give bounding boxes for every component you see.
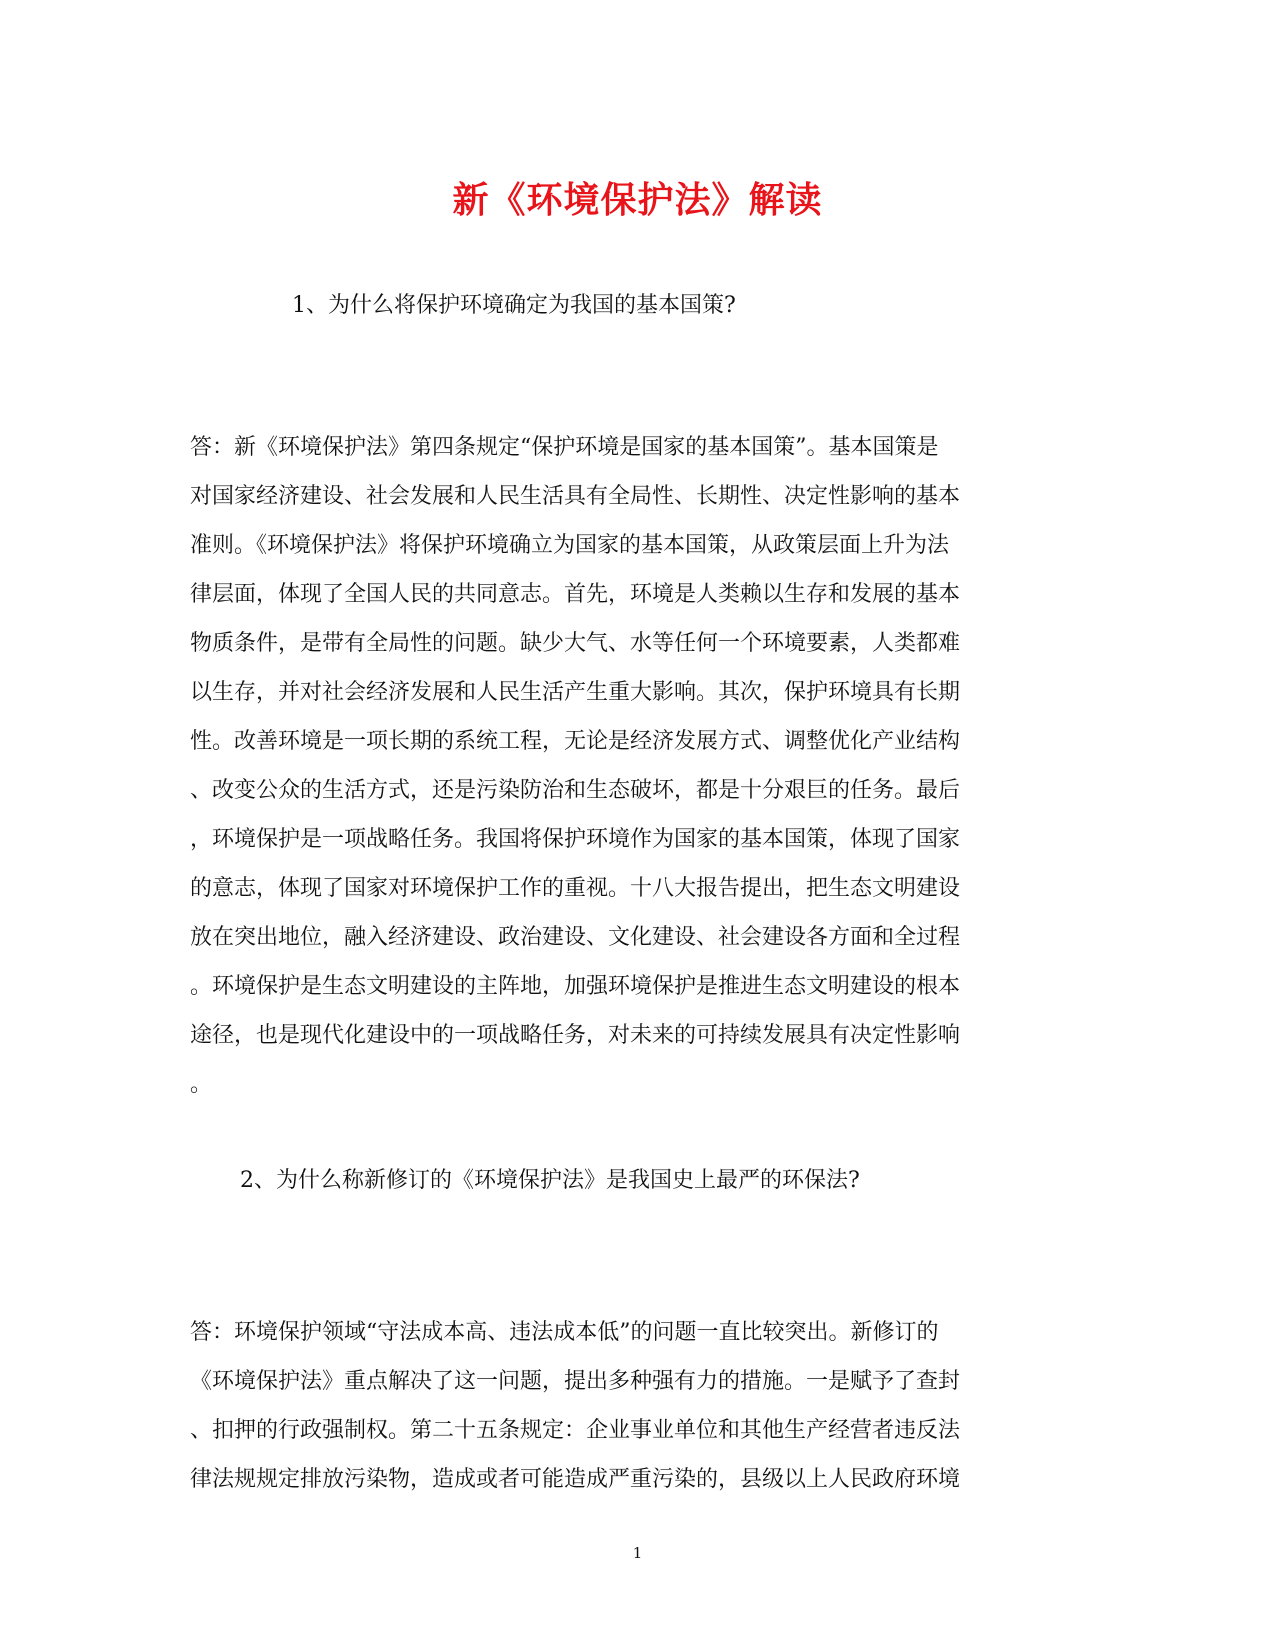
answer-2-line: 、扣押的行政强制权。第二十五条规定：企业事业单位和其他生产经营者违反法 bbox=[190, 1418, 961, 1443]
question-1: 1、为什么将保护环境确定为我国的基本国策? bbox=[292, 293, 736, 318]
answer-1-line: ，环境保护是一项战略任务。我国将保护环境作为国家的基本国策，体现了国家 bbox=[190, 827, 961, 852]
answer-1-line: 、改变公众的生活方式，还是污染防治和生态破坏，都是十分艰巨的任务。最后 bbox=[190, 778, 961, 803]
answer-1-line: 的意志，体现了国家对环境保护工作的重视。十八大报告提出，把生态文明建设 bbox=[190, 876, 961, 901]
answer-1-line: 性。改善环境是一项长期的系统工程，无论是经济发展方式、调整优化产业结构 bbox=[190, 729, 961, 754]
answer-2-line: 《环境保护法》重点解决了这一问题，提出多种强有力的措施。一是赋予了查封 bbox=[190, 1369, 961, 1394]
answer-1-line: 准则。《环境保护法》将保护环境确立为国家的基本国策，从政策层面上升为法 bbox=[190, 533, 950, 558]
answer-1-line: 途径，也是现代化建设中的一项战略任务，对未来的可持续发展具有决定性影响 bbox=[190, 1023, 961, 1048]
document-title: 新《环境保护法》解读 bbox=[452, 179, 823, 221]
answer-1-line: 律层面，体现了全国人民的共同意志。首先，环境是人类赖以生存和发展的基本 bbox=[190, 582, 961, 607]
answer-1-line: 答：新《环境保护法》第四条规定“保护环境是国家的基本国策”。基本国策是 bbox=[190, 435, 939, 460]
question-2: 2、为什么称新修订的《环境保护法》是我国史上最严的环保法? bbox=[240, 1168, 860, 1193]
answer-1-line: 对国家经济建设、社会发展和人民生活具有全局性、长期性、决定性影响的基本 bbox=[190, 484, 961, 509]
answer-2 bbox=[190, 1308, 1068, 1504]
answer-1-line: 物质条件，是带有全局性的问题。缺少大气、水等任何一个环境要素，人类都难 bbox=[190, 631, 961, 656]
answer-1-line: 以生存，并对社会经济发展和人民生活产生重大影响。其次，保护环境具有长期 bbox=[190, 680, 961, 705]
answer-2-line: 答：环境保护领域“守法成本高、违法成本低”的问题一直比较突出。新修订的 bbox=[190, 1320, 939, 1345]
answer-2-line: 律法规规定排放污染物，造成或者可能造成严重污染的，县级以上人民政府环境 bbox=[190, 1467, 961, 1492]
answer-1 bbox=[190, 423, 1068, 1109]
answer-1-line: 。 bbox=[190, 1072, 213, 1097]
answer-1-line: 放在突出地位，融入经济建设、政治建设、文化建设、社会建设各方面和全过程 bbox=[190, 925, 961, 950]
page-number: 1 bbox=[632, 1544, 643, 1562]
answer-1-line: 。环境保护是生态文明建设的主阵地，加强环境保护是推进生态文明建设的根本 bbox=[190, 974, 961, 999]
